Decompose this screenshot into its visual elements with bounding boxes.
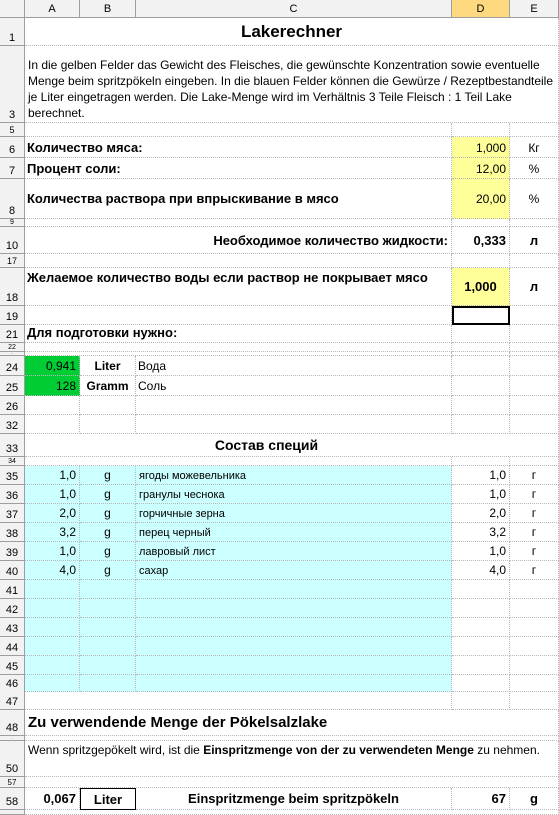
- cell[interactable]: [136, 415, 452, 434]
- sheet-row: [0, 710, 559, 736]
- spice-unit[interactable]: g: [80, 542, 136, 561]
- row-header[interactable]: 18: [0, 268, 25, 306]
- spice-row-empty: [0, 675, 559, 692]
- cell[interactable]: [510, 254, 559, 268]
- spice-qty[interactable]: 1,0: [25, 542, 80, 561]
- injection-label[interactable]: Einspritzmenge beim spritzpökeln: [136, 788, 452, 810]
- spice-qty[interactable]: 3,2: [25, 523, 80, 542]
- row-header[interactable]: 40: [0, 561, 25, 580]
- liquid-unit[interactable]: л: [510, 227, 559, 254]
- cell[interactable]: [452, 457, 510, 466]
- row-header[interactable]: 36: [0, 485, 25, 504]
- pokel-heading[interactable]: Zu verwendende Menge der Pökelsalzlake: [25, 710, 559, 736]
- spice-unit[interactable]: g: [80, 485, 136, 504]
- sheet-row: [0, 268, 559, 306]
- cell[interactable]: [452, 356, 510, 376]
- cell[interactable]: [510, 396, 559, 415]
- cell[interactable]: [452, 343, 510, 352]
- water-input[interactable]: 1,000: [452, 268, 510, 306]
- spice-row-empty: [0, 637, 559, 656]
- row-header[interactable]: 32: [0, 415, 25, 434]
- row-header[interactable]: 26: [0, 396, 25, 415]
- column-header-a[interactable]: A: [25, 0, 80, 18]
- spice-name[interactable]: [136, 675, 452, 692]
- cell[interactable]: [452, 396, 510, 415]
- prep-unit[interactable]: Gramm: [80, 376, 136, 396]
- row-header[interactable]: 23: [0, 352, 25, 356]
- spice-total[interactable]: 4,0: [452, 561, 510, 580]
- row-header[interactable]: 6: [0, 137, 25, 158]
- row-header[interactable]: 37: [0, 504, 25, 523]
- spice-total[interactable]: [452, 580, 510, 599]
- cell[interactable]: [25, 343, 452, 352]
- injection-amount[interactable]: 0,067: [25, 788, 80, 810]
- meat-unit[interactable]: Кг: [510, 137, 559, 158]
- spice-name[interactable]: [136, 637, 452, 656]
- spice-qty[interactable]: [25, 675, 80, 692]
- spice-total[interactable]: 2,0: [452, 504, 510, 523]
- sheet-row: [0, 219, 559, 227]
- spice-qty[interactable]: [25, 637, 80, 656]
- spice-total-unit[interactable]: г: [510, 504, 559, 523]
- cell[interactable]: [452, 325, 510, 343]
- spice-unit[interactable]: g: [80, 466, 136, 485]
- spice-qty[interactable]: 1,0: [25, 485, 80, 504]
- cell[interactable]: [510, 219, 559, 227]
- column-header-d[interactable]: D: [452, 0, 510, 18]
- liquid-label[interactable]: Необходимое количество жидкости:: [25, 227, 452, 254]
- liquid-value[interactable]: 0,333: [452, 227, 510, 254]
- prep-row: [0, 356, 559, 376]
- sheet-row: [0, 227, 559, 254]
- spice-total[interactable]: [452, 675, 510, 692]
- row-header[interactable]: 25: [0, 376, 25, 396]
- spice-qty[interactable]: [25, 618, 80, 637]
- pokel-note[interactable]: [25, 741, 559, 777]
- sheet-row: [0, 396, 559, 415]
- spice-name[interactable]: горчичные зерна: [136, 504, 452, 523]
- water-unit[interactable]: л: [510, 268, 559, 306]
- row-header[interactable]: 10: [0, 227, 25, 254]
- cell[interactable]: [452, 415, 510, 434]
- spice-row-empty: [0, 656, 559, 675]
- spice-unit[interactable]: [80, 656, 136, 675]
- cell[interactable]: [510, 343, 559, 352]
- row-header[interactable]: 3: [0, 46, 25, 123]
- spice-unit[interactable]: [80, 580, 136, 599]
- spice-unit[interactable]: [80, 675, 136, 692]
- row-header[interactable]: 41: [0, 580, 25, 599]
- spice-row: [0, 561, 559, 580]
- sheet-row: [0, 810, 559, 815]
- spice-total[interactable]: 3,2: [452, 523, 510, 542]
- row-header[interactable]: 57: [0, 777, 25, 788]
- sheet-row: [0, 18, 559, 46]
- spice-total[interactable]: 1,0: [452, 466, 510, 485]
- spice-unit[interactable]: g: [80, 523, 136, 542]
- injection-row: [0, 788, 559, 810]
- spice-total-unit[interactable]: [510, 656, 559, 675]
- cell[interactable]: [25, 306, 452, 325]
- row-header[interactable]: 22: [0, 343, 25, 352]
- sheet-row: [0, 777, 559, 788]
- spice-total[interactable]: [452, 618, 510, 637]
- spice-qty[interactable]: 4,0: [25, 561, 80, 580]
- row-header[interactable]: 24: [0, 356, 25, 376]
- sheet-row: [0, 741, 559, 777]
- spice-total-unit[interactable]: г: [510, 485, 559, 504]
- spice-row: [0, 485, 559, 504]
- spice-row: [0, 466, 559, 485]
- spice-row-empty: [0, 580, 559, 599]
- prep-amount[interactable]: 0,941: [25, 356, 80, 376]
- row-header[interactable]: 58: [0, 788, 25, 810]
- salt-label[interactable]: Процент соли:: [25, 158, 452, 179]
- row-header[interactable]: 8: [0, 179, 25, 219]
- row-header[interactable]: 1: [0, 18, 25, 46]
- spice-qty[interactable]: [25, 656, 80, 675]
- note-text-end: zu nehmen.: [473, 743, 540, 757]
- column-header-e[interactable]: E: [510, 0, 559, 18]
- cell[interactable]: [452, 123, 510, 137]
- sheet-title[interactable]: Lakerechner: [25, 18, 559, 46]
- row-header[interactable]: 47: [0, 691, 25, 710]
- spice-total-unit[interactable]: г: [510, 542, 559, 561]
- prep-amount[interactable]: 128: [25, 376, 80, 396]
- spice-row-empty: [0, 618, 559, 637]
- cell[interactable]: [452, 254, 510, 268]
- spice-row-empty: [0, 599, 559, 618]
- spice-qty[interactable]: [25, 599, 80, 618]
- row-header[interactable]: 45: [0, 656, 25, 675]
- sheet-row: [0, 254, 559, 268]
- cell[interactable]: [510, 325, 559, 343]
- spice-total-unit[interactable]: [510, 637, 559, 656]
- salt-input[interactable]: 12,00: [452, 158, 510, 179]
- row-header[interactable]: 38: [0, 523, 25, 542]
- inject-input[interactable]: 20,00: [452, 179, 510, 219]
- note-text: Wenn spritzgepökelt wird, ist die: [28, 743, 204, 757]
- inject-unit[interactable]: %: [510, 179, 559, 219]
- spice-total[interactable]: 1,0: [452, 485, 510, 504]
- spice-name[interactable]: ягоды можевельника: [136, 466, 452, 485]
- cell[interactable]: [136, 396, 452, 415]
- spice-total-unit[interactable]: [510, 599, 559, 618]
- cell[interactable]: [25, 415, 80, 434]
- cell[interactable]: [25, 254, 452, 268]
- injection-total[interactable]: 67: [452, 788, 510, 810]
- spice-qty[interactable]: 2,0: [25, 504, 80, 523]
- cell[interactable]: [510, 376, 559, 396]
- spice-total-unit[interactable]: г: [510, 561, 559, 580]
- sheet-row: [0, 457, 559, 466]
- spice-name[interactable]: лавровый лист: [136, 542, 452, 561]
- cell[interactable]: [510, 356, 559, 376]
- prep-unit[interactable]: Liter: [80, 356, 136, 376]
- injection-unit[interactable]: Liter: [80, 788, 136, 810]
- water-label[interactable]: Желаемое количество воды если раствор не покрывает мясо: [25, 268, 452, 306]
- cell[interactable]: [510, 457, 559, 466]
- row-header[interactable]: 42: [0, 599, 25, 618]
- instructions-text[interactable]: In die gelben Felder das Gewicht des Fleisches, die gewünschte Konzentration sowie eventuelle Menge beim spritzpökeln eingeben. In die blauen Felder können die Gewürze / Rezeptbestandteile je Liter eingetragen werden. Die Lake-Menge wird im Verhältnis 3 Teile Fleisch : 1 Teil Lake berechnet.: [25, 46, 559, 123]
- sheet-row: [0, 325, 559, 343]
- spice-row: [0, 523, 559, 542]
- sheet-row: [0, 123, 559, 137]
- spice-name[interactable]: [136, 580, 452, 599]
- sheet-row: [0, 179, 559, 219]
- sheet-row: [0, 691, 559, 710]
- row-header[interactable]: 9: [0, 219, 25, 227]
- cell[interactable]: [25, 810, 559, 815]
- spice-unit[interactable]: g: [80, 504, 136, 523]
- cell[interactable]: [80, 396, 136, 415]
- spice-name[interactable]: перец черный: [136, 523, 452, 542]
- spice-total-unit[interactable]: [510, 618, 559, 637]
- row-header[interactable]: 39: [0, 542, 25, 561]
- select-all-corner[interactable]: [0, 0, 25, 18]
- spices-heading[interactable]: Состав специй: [25, 434, 559, 457]
- row-header[interactable]: 44: [0, 637, 25, 656]
- row-header[interactable]: 34: [0, 457, 25, 466]
- cell[interactable]: [25, 123, 452, 137]
- spice-row: [0, 542, 559, 561]
- cell[interactable]: [510, 691, 559, 710]
- cell[interactable]: [510, 306, 559, 325]
- spice-name[interactable]: сахар: [136, 561, 452, 580]
- row-header[interactable]: 21: [0, 325, 25, 343]
- spice-qty[interactable]: [25, 580, 80, 599]
- column-header-c[interactable]: C: [136, 0, 452, 18]
- injection-total-unit[interactable]: g: [510, 788, 559, 810]
- cell[interactable]: [25, 777, 559, 788]
- meat-input[interactable]: 1,000: [452, 137, 510, 158]
- spice-row: [0, 504, 559, 523]
- spice-total-unit[interactable]: [510, 580, 559, 599]
- salt-unit[interactable]: %: [510, 158, 559, 179]
- spice-total[interactable]: [452, 656, 510, 675]
- spice-qty[interactable]: 1,0: [25, 466, 80, 485]
- cell[interactable]: [452, 219, 510, 227]
- row-header[interactable]: 5: [0, 123, 25, 137]
- spice-name[interactable]: [136, 618, 452, 637]
- row-header[interactable]: 7: [0, 158, 25, 179]
- row-header[interactable]: 33: [0, 434, 25, 457]
- row-header[interactable]: [0, 810, 25, 815]
- cell[interactable]: [25, 457, 452, 466]
- spice-unit[interactable]: g: [80, 561, 136, 580]
- row-header[interactable]: 46: [0, 675, 25, 692]
- inject-label[interactable]: Количества раствора при впрыскивание в мясо: [25, 179, 452, 219]
- spice-name[interactable]: [136, 656, 452, 675]
- cell[interactable]: [452, 376, 510, 396]
- column-header-row: [0, 0, 559, 18]
- sheet-row: [0, 434, 559, 457]
- sheet-row: [0, 137, 559, 158]
- spice-name[interactable]: [136, 599, 452, 618]
- prep-heading[interactable]: Для подготовки нужно:: [25, 325, 452, 343]
- sheet-row: [0, 46, 559, 123]
- row-header[interactable]: 19: [0, 306, 25, 325]
- spice-total[interactable]: 1,0: [452, 542, 510, 561]
- spice-name[interactable]: гранулы чеснока: [136, 485, 452, 504]
- column-header-b[interactable]: B: [80, 0, 136, 18]
- prep-row: [0, 376, 559, 396]
- sheet-row: [0, 415, 559, 434]
- row-header[interactable]: 49: [0, 736, 25, 741]
- spice-total[interactable]: [452, 599, 510, 618]
- sheet-row: [0, 343, 559, 352]
- cell[interactable]: [25, 219, 452, 227]
- row-header[interactable]: 48: [0, 710, 25, 736]
- cell[interactable]: [452, 691, 510, 710]
- spice-total-unit[interactable]: г: [510, 466, 559, 485]
- sheet-row: [0, 306, 559, 325]
- spice-total-unit[interactable]: [510, 675, 559, 692]
- spice-total[interactable]: [452, 637, 510, 656]
- row-header[interactable]: 35: [0, 466, 25, 485]
- active-cell-selection[interactable]: [452, 306, 510, 325]
- spice-unit[interactable]: [80, 637, 136, 656]
- spice-unit[interactable]: [80, 618, 136, 637]
- note-bold-text: Einspritzmenge von der zu verwendeten Menge: [203, 743, 474, 757]
- cell[interactable]: [510, 415, 559, 434]
- cell[interactable]: [25, 691, 452, 710]
- row-header[interactable]: 17: [0, 254, 25, 268]
- meat-label[interactable]: Количество мяса:: [25, 137, 452, 158]
- spice-total-unit[interactable]: г: [510, 523, 559, 542]
- row-header[interactable]: 43: [0, 618, 25, 637]
- prep-name[interactable]: Соль: [136, 376, 452, 396]
- row-header[interactable]: 50: [0, 741, 25, 777]
- prep-name[interactable]: Вода: [136, 356, 452, 376]
- cell[interactable]: [25, 396, 80, 415]
- spice-unit[interactable]: [80, 599, 136, 618]
- sheet-row: [0, 158, 559, 179]
- cell[interactable]: [510, 123, 559, 137]
- cell[interactable]: [80, 415, 136, 434]
